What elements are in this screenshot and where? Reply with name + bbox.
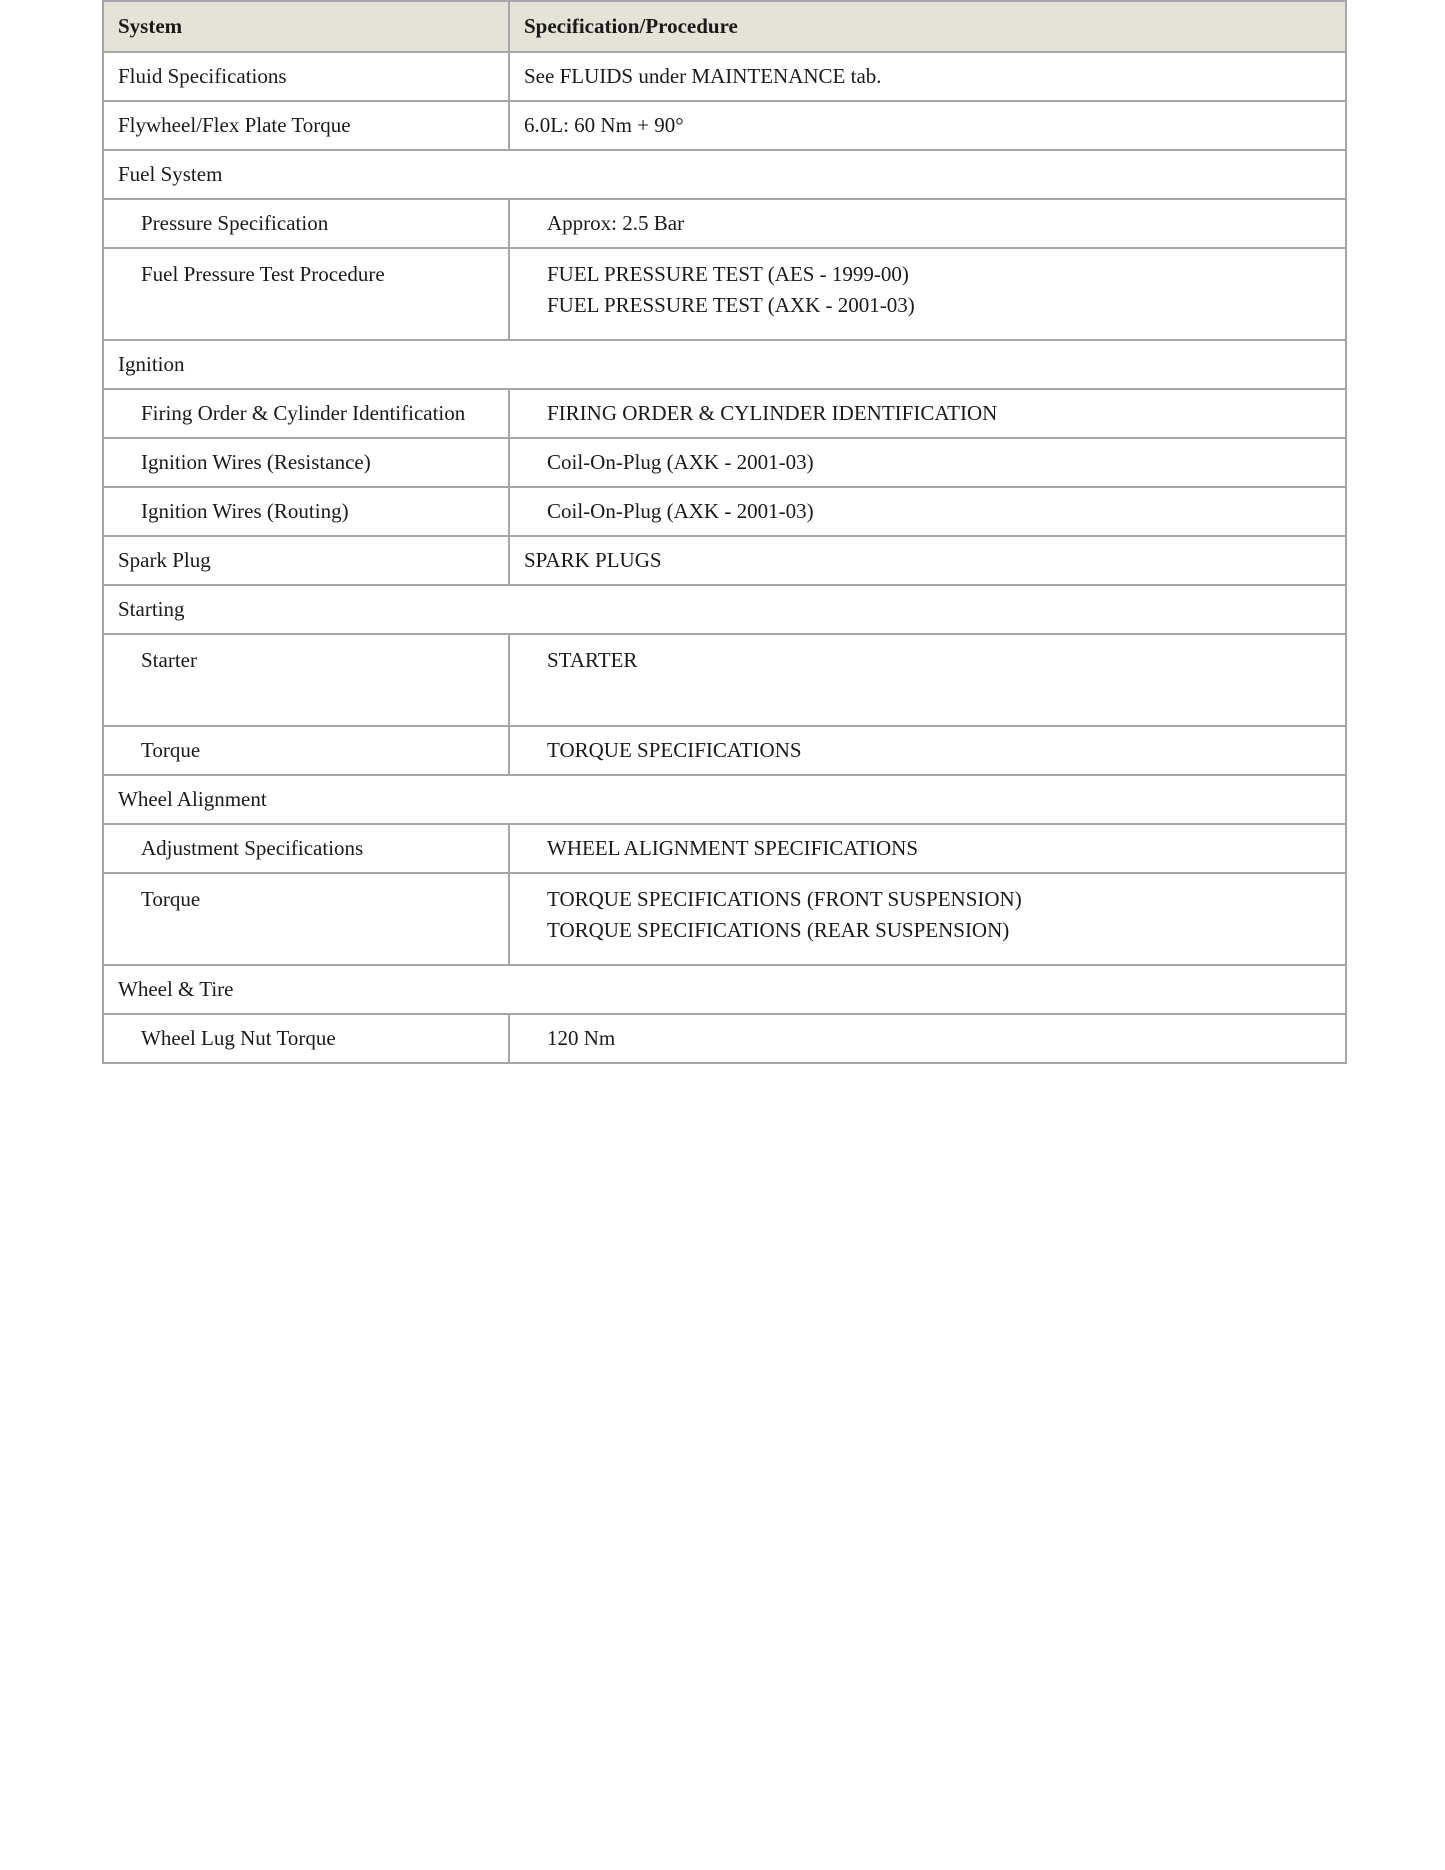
section-heading-fuel-system: Fuel System: [103, 150, 1346, 199]
row-spec-cell: [509, 873, 1346, 965]
table-row: [103, 1014, 1346, 1063]
row-spec-cell: See FLUIDS under MAINTENANCE tab.: [509, 52, 1346, 101]
row-spec-cell: [509, 248, 1346, 340]
row-system-cell: Pressure Specification: [103, 199, 509, 248]
section-row: [103, 150, 1346, 199]
row-spec-cell: WHEEL ALIGNMENT SPECIFICATIONS: [509, 824, 1346, 873]
table-row: [103, 873, 1346, 965]
table-row: [103, 536, 1346, 585]
row-system-cell: Fuel Pressure Test Procedure: [103, 248, 509, 340]
row-system-cell: Ignition Wires (Resistance): [103, 438, 509, 487]
table-row: [103, 199, 1346, 248]
row-spec-cell: 6.0L: 60 Nm + 90°: [509, 101, 1346, 150]
row-system-cell: Starter: [103, 634, 509, 726]
table-header-row: [103, 1, 1346, 52]
section-row: [103, 775, 1346, 824]
row-spec-cell: SPARK PLUGS: [509, 536, 1346, 585]
row-system-cell: Torque: [103, 726, 509, 775]
table-row: [103, 438, 1346, 487]
row-system-cell: Firing Order & Cylinder Identification: [103, 389, 509, 438]
row-system-cell: Torque: [103, 873, 509, 965]
row-spec-cell: FIRING ORDER & CYLINDER IDENTIFICATION: [509, 389, 1346, 438]
section-row: [103, 585, 1346, 634]
row-system-cell: Adjustment Specifications: [103, 824, 509, 873]
row-spec-cell: Coil-On-Plug (AXK - 2001-03): [509, 487, 1346, 536]
row-spec-cell: Approx: 2.5 Bar: [509, 199, 1346, 248]
table-row: [103, 52, 1346, 101]
spec-line: TORQUE SPECIFICATIONS (FRONT SUSPENSION): [547, 887, 1022, 911]
table-row: [103, 634, 1346, 726]
row-system-cell: Wheel Lug Nut Torque: [103, 1014, 509, 1063]
row-spec-cell: TORQUE SPECIFICATIONS: [509, 726, 1346, 775]
table-row: [103, 726, 1346, 775]
row-spec-cell: Coil-On-Plug (AXK - 2001-03): [509, 438, 1346, 487]
table-row: [103, 389, 1346, 438]
row-system-cell: Fluid Specifications: [103, 52, 509, 101]
section-heading-ignition: Ignition: [103, 340, 1346, 389]
section-row: [103, 340, 1346, 389]
row-spec-cell: STARTER: [509, 634, 1346, 726]
section-heading-wheel-alignment: Wheel Alignment: [103, 775, 1346, 824]
row-system-cell: Spark Plug: [103, 536, 509, 585]
header-system: System: [103, 1, 509, 52]
row-system-cell: Flywheel/Flex Plate Torque: [103, 101, 509, 150]
row-system-cell: Ignition Wires (Routing): [103, 487, 509, 536]
specification-table: [102, 0, 1347, 1064]
section-row: [103, 965, 1346, 1014]
spec-line: FUEL PRESSURE TEST (AES - 1999-00): [547, 262, 909, 286]
table-row: [103, 824, 1346, 873]
row-spec-cell: 120 Nm: [509, 1014, 1346, 1063]
table-row: [103, 487, 1346, 536]
header-specification: Specification/Procedure: [509, 1, 1346, 52]
section-heading-starting: Starting: [103, 585, 1346, 634]
section-heading-wheel-tire: Wheel & Tire: [103, 965, 1346, 1014]
table-row: [103, 101, 1346, 150]
spec-line: TORQUE SPECIFICATIONS (REAR SUSPENSION): [547, 918, 1010, 942]
spec-line: FUEL PRESSURE TEST (AXK - 2001-03): [547, 293, 915, 317]
table-row: [103, 248, 1346, 340]
